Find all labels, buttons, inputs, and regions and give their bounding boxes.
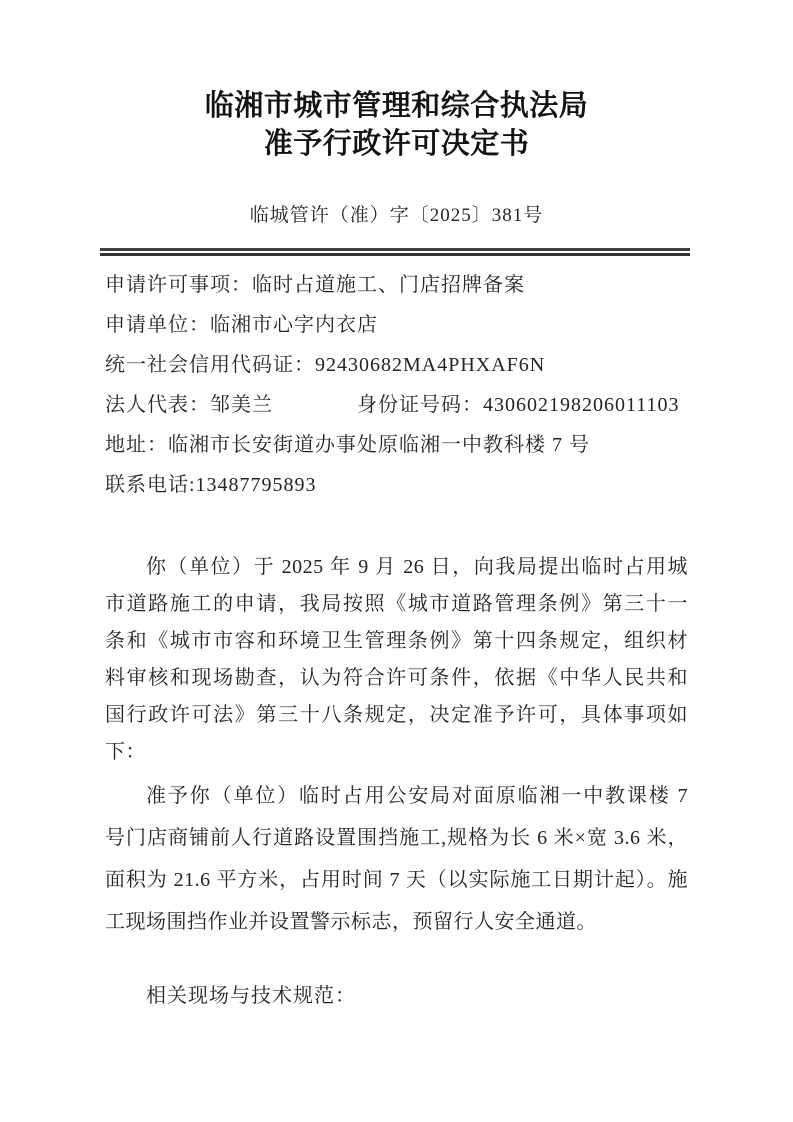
body-text-line: 面积为 21.6 平方米，占用时间 7 天（以实际施工日期计起）。施	[105, 869, 688, 891]
document-title-line2: 准予行政许可决定书	[263, 128, 530, 160]
decision-paragraph-2	[105, 775, 688, 943]
body-text-line: 你（单位）于 2025 年 9 月 26 日，向我局提出临时占用城	[146, 556, 688, 578]
body-text-line: 国行政许可法》第三十八条规定，决定准予许可，具体事项如	[105, 704, 688, 726]
applicant-info-line: 申请许可事项：临时占道施工、门店招牌备案	[105, 274, 525, 296]
applicant-info-line: 法人代表：邹美兰 身份证号码：430602198206011103	[105, 394, 680, 416]
body-text-line: 市道路施工的申请，我局按照《城市道路管理条例》第三十一	[105, 593, 688, 615]
closing-specs-heading: 相关现场与技术规范：	[146, 985, 356, 1007]
body-text-line: 号门店商铺前人行道路设置围挡施工,规格为长 6 米×宽 3.6 米，	[105, 827, 688, 849]
applicant-info-line: 申请单位：临湘市心字内衣店	[105, 314, 378, 336]
document-number: 临城管许（准）字〔2025〕381号	[249, 205, 544, 226]
body-text-line: 工现场围挡作业并设置警示标志，预留行人安全通道。	[105, 911, 597, 933]
body-text-line: 料审核和现场勘查，认为符合许可条件，依据《中华人民共和	[105, 667, 688, 689]
header-divider-rule	[100, 248, 690, 256]
document-title-line1: 临湘市城市管理和综合执法局	[204, 90, 589, 122]
body-text-line: 准予你（单位）临时占用公安局对面原临湘一中教课楼 7	[146, 785, 688, 807]
body-text-line: 条和《城市市容和环境卫生管理条例》第十四条规定，组织材	[105, 630, 688, 652]
applicant-info-block	[105, 265, 691, 505]
decision-paragraph-1	[105, 549, 688, 771]
applicant-info-line: 地址：临湘市长安街道办事处原临湘一中教科楼 7 号	[105, 434, 590, 456]
applicant-info-line: 联系电话:13487795893	[105, 474, 317, 496]
body-text-line: 下：	[105, 741, 146, 763]
applicant-info-line: 统一社会信用代码证：92430682MA4PHXAF6N	[105, 354, 546, 376]
